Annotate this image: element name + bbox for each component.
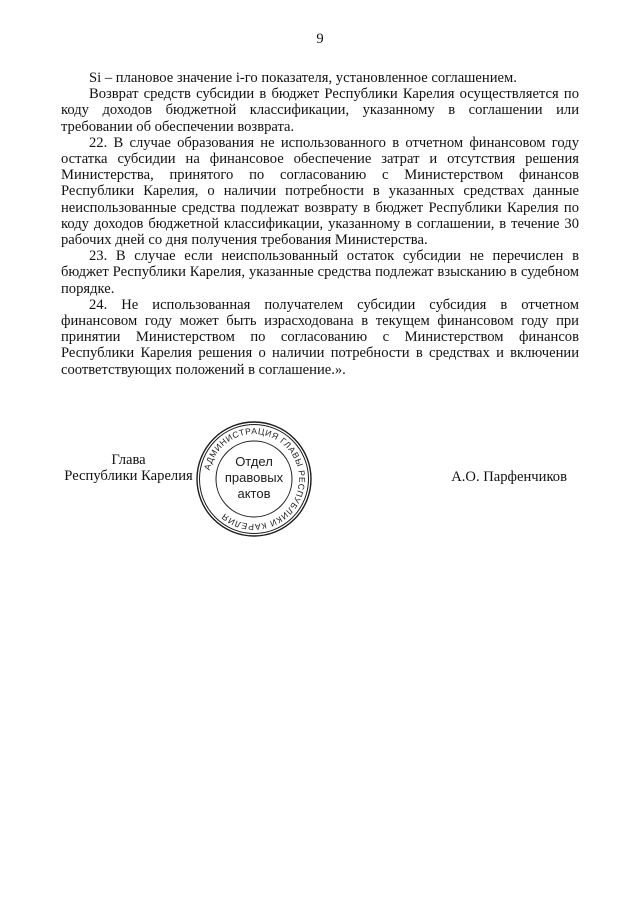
paragraph-23: 23. В случае если неиспользованный остаток субсидии не перечислен в бюджет Республики Карелия, указанные средства подлежат взысканию в судебном порядке. — [61, 248, 579, 297]
signatory-title-line1: Глава — [111, 452, 146, 468]
stamp-ring-text: АДМИНИСТРАЦИЯ ГЛАВЫ РЕСПУБЛИКИ КАРЕЛИЯ — [201, 425, 308, 533]
paragraph-22: 22. В случае образования не использованного в отчетном финансовом году остатка субсидии на финансовое обеспечение затрат и отсутствия решения Министерства, принятого по согласованию с Министерством финансов Республики Карелия, о наличии потребности в указанных средствах данные неиспользованные средства подлежат возврату в бюджет Республики Карелия по коду доходов бюджетной классификации, указанному в соглашении, в течение 30 рабочих дней со дня получения требования Министерства. — [61, 134, 579, 249]
signatory-title-line2: Республики Карелия — [64, 468, 193, 485]
stamp-center-line3: актов — [237, 486, 271, 501]
stamp-center-line2: правовых — [224, 470, 284, 485]
signatory-title — [61, 452, 196, 484]
document-body — [61, 70, 579, 378]
page-number: 9 — [316, 31, 324, 47]
paragraph-refund-code: Возврат средств субсидии в бюджет Республики Карелия осуществляется по коду доходов бюджетной классификации, указанному в соглашении или требовании об обеспечении возврата. — [61, 86, 579, 135]
paragraph-formula-note: Si – плановое значение i-го показателя, установленное соглашением. — [89, 70, 517, 86]
paragraph-24: 24. Не использованная получателем субсидии субсидия в отчетном финансовом году может быть израсходована в текущем финансовом году при принятии Министерством по согласованию с Министерством финансов Республики Карелия решения о наличии потребности в средствах и включении соответствующих положений в соглашение.». — [61, 296, 579, 378]
signature-block — [61, 425, 579, 562]
signatory-name: А.О. Парфенчиков — [451, 469, 567, 485]
stamp-center-line1: Отдел — [235, 454, 273, 469]
stamp-seal — [195, 420, 313, 538]
